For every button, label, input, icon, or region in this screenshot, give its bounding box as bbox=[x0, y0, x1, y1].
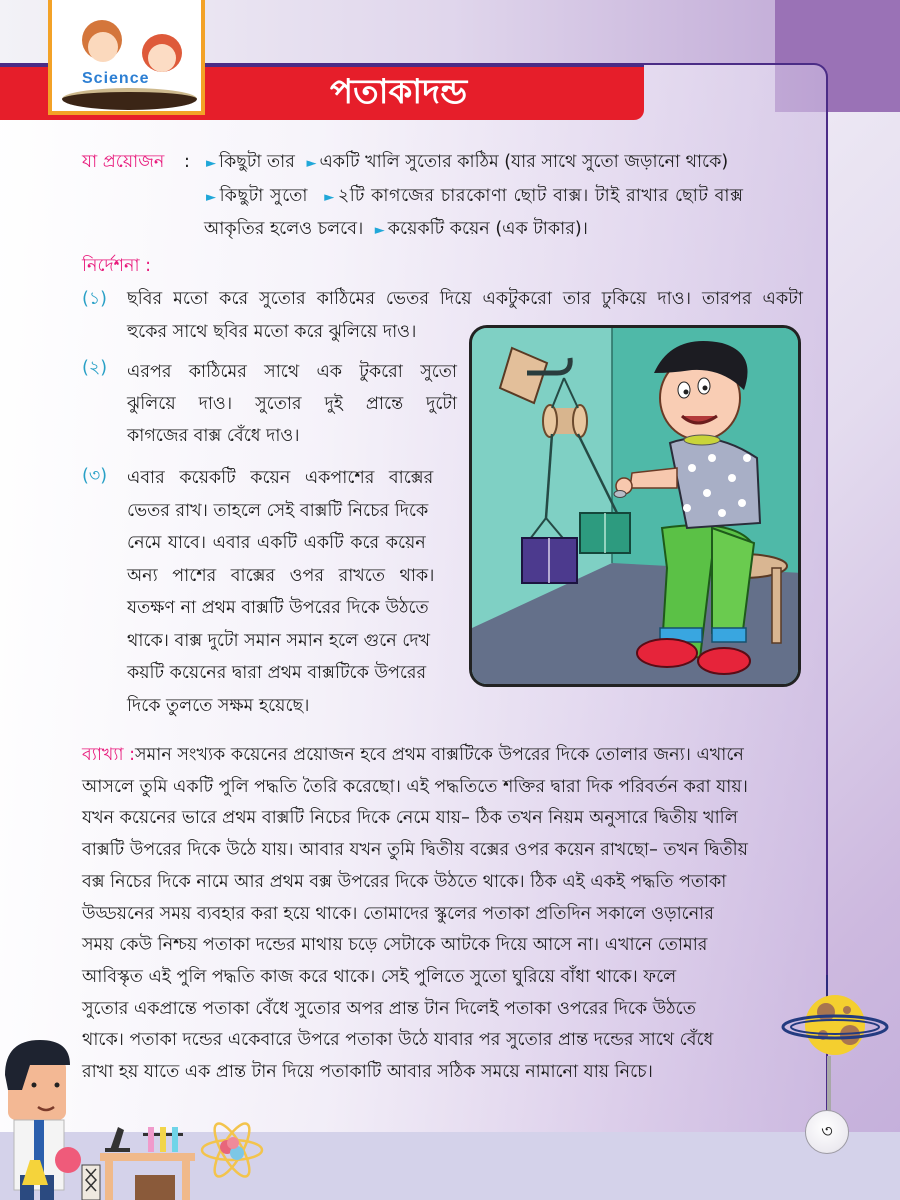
requirement-item: ২টি কাগজের চারকোণা ছোট বাক্স। টাই রাখার ছোট বাক্স bbox=[337, 186, 744, 206]
requirement-item: একটি খালি সুতোর কাঠিম (যার সাথে সুতো জড়ানো থাকে) bbox=[319, 152, 729, 172]
requirement-item: কয়েকটি কয়েন (এক টাকার)। bbox=[387, 219, 588, 239]
explanation-label: ব্যাখ্যা : bbox=[82, 745, 135, 765]
explanation-line bbox=[82, 740, 806, 772]
step-3-line: থাকে। বাক্স দুটো সমান সমান হলে গুনে দেখ bbox=[127, 630, 431, 651]
step-2-text bbox=[127, 356, 457, 452]
step-number: (১) bbox=[82, 289, 108, 309]
step-3-line: কয়টি কয়েনের দ্বারা প্রথম বাক্সটিকে উপরের bbox=[127, 663, 427, 683]
explanation-line: রাখা হয় যাতে এক প্রান্ত টান দিয়ে পতাকাটি আবার সঠিক সময়ে নামানো যায় নিচে। bbox=[82, 1062, 653, 1083]
step-3-line: এবার কয়েকটি কয়েন একপাশের বাক্সের bbox=[127, 468, 434, 488]
requirements-line-2 bbox=[204, 184, 744, 210]
science-logo bbox=[48, 0, 205, 115]
step-3-line: যতক্ষণ না প্রথম বাক্সটি উপরের দিকে উঠতে bbox=[127, 598, 429, 618]
explanation-line: বাক্সটি উপরের দিকে উঠে যায়। আবার যখন তুমি দ্বিতীয় বক্সের ওপর কয়েন রাখছো– তখন দ্বিতীয় bbox=[82, 840, 748, 861]
requirements-line-1 bbox=[204, 150, 728, 176]
explanation-line: সময় কেউ নিশ্চয় পতাকা দন্ডের মাথায় চড়ে সেটাকে আটকে দিয়ে আসে না। এখানে তোমার bbox=[82, 935, 708, 956]
requirements-label: যা প্রয়োজন bbox=[82, 152, 165, 172]
step-number: (৩) bbox=[82, 466, 108, 486]
explanation-line: যখন কয়েনের ভারে প্রথম বাক্সটি নিচের দিকে নেমে যায়– ঠিক তখন নিয়ম অনুসারে দ্বিতীয় খালি bbox=[82, 808, 738, 829]
requirements-line-3 bbox=[204, 217, 588, 243]
page-number: ৩ bbox=[805, 1110, 849, 1154]
kid-face-icon bbox=[88, 32, 118, 62]
page-title: পতাকাদন্ড bbox=[330, 72, 468, 112]
explanation-text: সমান সংখ্যক কয়েনের প্রয়োজন হবে প্রথম বাক্সটিকে উপরের দিকে তোলার জন্য। এখানে bbox=[135, 745, 744, 765]
step-2-line: কাগজের বাক্স বেঁধে দাও। bbox=[127, 426, 300, 446]
kid-face-icon bbox=[148, 44, 176, 72]
requirement-item: কিছুটা সুতো bbox=[219, 186, 309, 206]
lab-table-icon bbox=[62, 88, 197, 110]
requirement-item: কিছুটা তার bbox=[219, 152, 295, 172]
requirement-item: আকৃতির হলেও চলবে। bbox=[204, 219, 364, 239]
step-3-line: দিকে তুলতে সক্ষম হয়েছে। bbox=[127, 695, 310, 716]
bullet-icon: ► bbox=[206, 190, 217, 205]
step-number: (২) bbox=[82, 358, 108, 378]
logo-text: Science bbox=[82, 70, 150, 87]
step-2-line: এরপর কাঠিমের সাথে এক টুকরো সুতো bbox=[127, 362, 457, 382]
page-number-stem bbox=[827, 1056, 831, 1114]
explanation-line: সুতোর একপ্রান্তে পতাকা বেঁধে সুতোর অপর প্রান্ত টান দিলেই পতাকা ওপরের দিকে উঠতে bbox=[82, 998, 696, 1019]
explanation-line: উড্ডয়নের সময় ব্যবহার করা হয়ে থাকে। তোমাদের স্কুলের পতাকা প্রতিদিন সকালে ওড়ানোর bbox=[82, 903, 714, 924]
step-3-text bbox=[127, 462, 457, 722]
step-1-line-1: ছবির মতো করে সুতোর কাঠিমের ভেতর দিয়ে একটুকরো তার ঢুকিয়ে দাও। তারপর একটা bbox=[127, 289, 803, 309]
step-1-line-2: হুকের সাথে ছবির মতো করে ঝুলিয়ে দাও। bbox=[127, 322, 417, 342]
instructions-label: নির্দেশনা : bbox=[82, 256, 152, 276]
bullet-icon: ► bbox=[324, 190, 335, 205]
scientist-lab-icon bbox=[0, 1035, 320, 1200]
requirements-colon: : bbox=[184, 152, 190, 172]
bullet-icon: ► bbox=[374, 223, 385, 238]
step-3-line: অন্য পাশের বাক্সের ওপর রাখতে থাক। bbox=[127, 565, 435, 586]
explanation-line: আসলে তুমি একটি পুলি পদ্ধতি তৈরি করেছো। এই পদ্ধতিতে শক্তির দ্বারা দিক পরিবর্তন করা যায়। bbox=[82, 776, 748, 797]
pulley-experiment-illustration bbox=[469, 325, 801, 687]
explanation-line: থাকে। পতাকা দন্ডের একেবারে উপরে পতাকা উঠে যাবার পর সুতোর প্রান্ত দন্ডের সাথে বেঁধে bbox=[82, 1030, 714, 1051]
explanation-line: আবিস্কৃত এই পুলি পদ্ধতি কাজ করে থাকে। সেই পুলিতে সুতো ঘুরিয়ে বাঁধা থাকে। ফলে bbox=[82, 966, 677, 987]
step-3-line: নেমে যাবে। এবার একটি একটি করে কয়েন bbox=[127, 533, 426, 553]
step-3-line: ভেতর রাখ। তাহলে সেই বাক্সটি নিচের দিকে bbox=[127, 500, 429, 521]
bullet-icon: ► bbox=[206, 156, 216, 171]
explanation-line: বক্স নিচের দিকে নামে আর প্রথম বক্স উপরের দিকে উঠতে থাকে। ঠিক এই একই পদ্ধতি পতাকা bbox=[82, 871, 727, 892]
planet-icon bbox=[780, 990, 890, 1060]
bullet-icon: ► bbox=[306, 156, 317, 171]
step-2-line: ঝুলিয়ে দাও। সুতোর দুই প্রান্তে দুটো bbox=[127, 394, 457, 414]
